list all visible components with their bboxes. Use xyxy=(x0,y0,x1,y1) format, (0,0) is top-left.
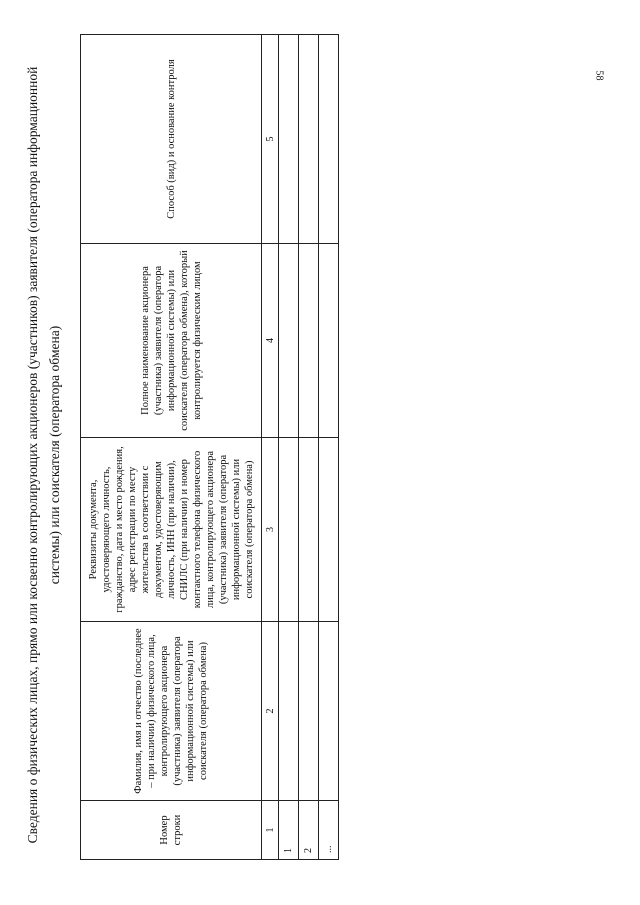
row-number: ... xyxy=(319,801,339,860)
column-number: 3 xyxy=(262,438,279,622)
header-row-number: Номер строки xyxy=(81,801,262,860)
table-cell xyxy=(279,622,299,801)
table-cell xyxy=(319,622,339,801)
header-row xyxy=(81,35,262,860)
column-number: 4 xyxy=(262,244,279,438)
table-cell xyxy=(299,244,319,438)
column-number-row xyxy=(262,35,279,860)
header-control-method: Способ (вид) и основание контроля xyxy=(81,35,262,244)
row-number: 1 xyxy=(279,801,299,860)
page-number: 58 xyxy=(593,70,605,81)
table-cell xyxy=(319,244,339,438)
column-number: 2 xyxy=(262,622,279,801)
table-cell xyxy=(279,35,299,244)
table-row xyxy=(279,35,299,860)
header-shareholder-name: Полное наименование акционера (участника) заявителя (оператора информационной системы) или соискателя (оператора обмена), который контролируется физическим лицом xyxy=(81,244,262,438)
title-line-1: Сведения о физических лицах, прямо или косвенно контролирующих акционеров (участников) заявителя (оператора информационной xyxy=(25,66,40,844)
table-cell xyxy=(299,438,319,622)
table-cell xyxy=(279,438,299,622)
row-number: 2 xyxy=(299,801,319,860)
controlling-persons-table xyxy=(80,34,339,860)
table-cell xyxy=(279,244,299,438)
header-document-details: Реквизиты документа, удостоверяющего личность, гражданство, дата и место рождения, адрес регистрации по месту жительства в соответствии с документом, удостоверяющим личность, ИНН (при наличии), СНИЛС (при наличии) и номер контактного телефона физического лица, контролирующего акционера (участника) заявителя (оператора информационной системы) или соискателя (оператора обмена) xyxy=(81,438,262,622)
table-cell xyxy=(299,35,319,244)
header-full-name: Фамилия, имя и отчество (последнее – при наличии) физического лица, контролирующего акционера (участника) заявителя (оператора информационной системы) или соискателя (оператора обмена) xyxy=(81,622,262,801)
table-row xyxy=(299,35,319,860)
table-cell xyxy=(319,438,339,622)
table-cell xyxy=(319,35,339,244)
table-cell xyxy=(299,622,319,801)
rotated-content xyxy=(12,20,382,890)
table-row xyxy=(319,35,339,860)
document-title xyxy=(12,20,76,890)
title-line-2: системы) или соискателя (оператора обмена) xyxy=(47,325,62,585)
column-number: 1 xyxy=(262,801,279,860)
column-number: 5 xyxy=(262,35,279,244)
